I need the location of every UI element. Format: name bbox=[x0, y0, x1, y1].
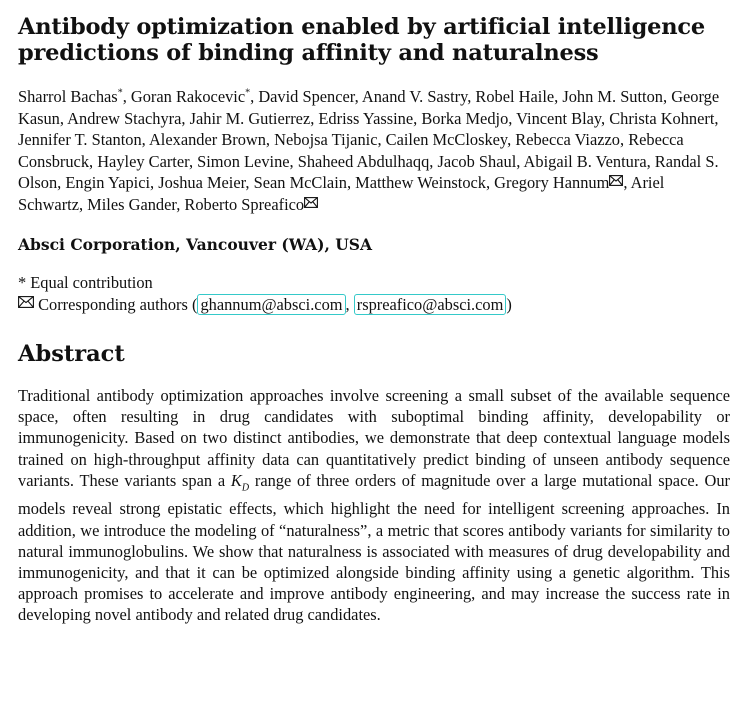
envelope-icon bbox=[18, 296, 34, 308]
title-line-2: predictions of binding affinity and naturalness bbox=[18, 40, 599, 66]
author-names: , David Spencer, Anand V. Sastry, Robel Haile, John M. Sutton, George Kasun, Andrew Stachyra, Jahir M. Gutierrez, Edriss Yassine, Borka Medjo, Vincent Blay, Christa Kohnert, Jennifer T. Stanton, Alexander Brown, Nebojsa Tijanic, Cailen McCloskey, Rebecca Viazzo, Rebecca Consbruck, Hayley Carter, Simon Levine, Shaheed Abdulhaqq, Jacob Shaul, Abigail B. Ventura, Randal S. Olson, Engin Yapici, Joshua Meier, Sean McClain, Matthew Weinstock, Gregory Hannum bbox=[18, 87, 720, 192]
affiliation: Absci Corporation, Vancouver (WA), USA bbox=[18, 235, 373, 254]
title-line-1: Antibody optimization enabled by artificial intelligence bbox=[18, 14, 706, 40]
equal-contribution-note: * Equal contribution bbox=[18, 273, 153, 292]
email-link-rspreafico[interactable]: rspreafico@absci.com bbox=[354, 294, 507, 315]
paper-title bbox=[18, 14, 730, 66]
equal-contribution-mark: * bbox=[245, 87, 251, 99]
abstract-text: Traditional antibody optimization approaches involve screening a small subset of the available sequence space, often resulting in drug candidates with suboptimal binding affinity, developability or immunogenicity. Based on two distinct antibodies, we demonstrate that deep contextual language models trained on high-throughput affinity data can quantitatively predict binding of unseen antibody sequence variants. These variants span a $K_D$ range of three orders of magnitude over a large mutational space. Our models reveal strong epistatic effects, which highlight the need for intelligent screening approaches. In addition, we introduce the modeling of “naturalness”, a metric that scores antibody variants for similarity to natural immunoglobulins. We show that naturalness is associated with measures of drug developability and immunogenicity, and that it can be optimized alongside binding affinity using a genetic algorithm. This approach promises to accelerate and improve antibody engineering, and may increase the success rate in developing novel antibody and related drug candidates. bbox=[18, 386, 730, 625]
kd-symbol: $K_D$ bbox=[230, 470, 250, 494]
paper-page bbox=[18, 14, 730, 626]
author-notes bbox=[18, 272, 730, 315]
author-name: Sharrol Bachas bbox=[18, 87, 118, 106]
author-name: Goran Rakocevic bbox=[130, 87, 246, 106]
envelope-icon bbox=[304, 197, 318, 208]
author-names: , Ariel Schwartz, Miles Gander, Roberto Spreafico bbox=[18, 173, 665, 214]
envelope-icon bbox=[609, 175, 623, 186]
equal-contribution-mark: * bbox=[117, 87, 123, 99]
abstract-heading: Abstract bbox=[18, 341, 125, 367]
author-list: Sharrol Bachas*, Goran Rakocevic*, David Spencer, Anand V. Sastry, Robel Haile, John M. Sutton, George Kasun, Andrew Stachyra, Jahir M. Gutierrez, Edriss Yassine, Borka Medjo, Vincent Blay, Christa Kohnert, Jennifer T. Stanton, Alexander Brown, Nebojsa Tijanic, Cailen McCloskey, Rebecca Viazzo, Rebecca Consbruck, Hayley Carter, Simon Levine, Shaheed Abdulhaqq, Jacob Shaul, Abigail B. Ventura, Randal S. Olson, Engin Yapici, Joshua Meier, Sean McClain, Matthew Weinstock, Gregory Hannum , Ariel Schwartz, Miles Gander, Roberto Spreafico bbox=[18, 87, 720, 214]
email-link-ghannum[interactable]: ghannum@absci.com bbox=[197, 294, 345, 315]
corresponding-authors-note: Corresponding authors ( ghannum@absci.com , rspreafico@absci.com ) bbox=[18, 294, 730, 316]
